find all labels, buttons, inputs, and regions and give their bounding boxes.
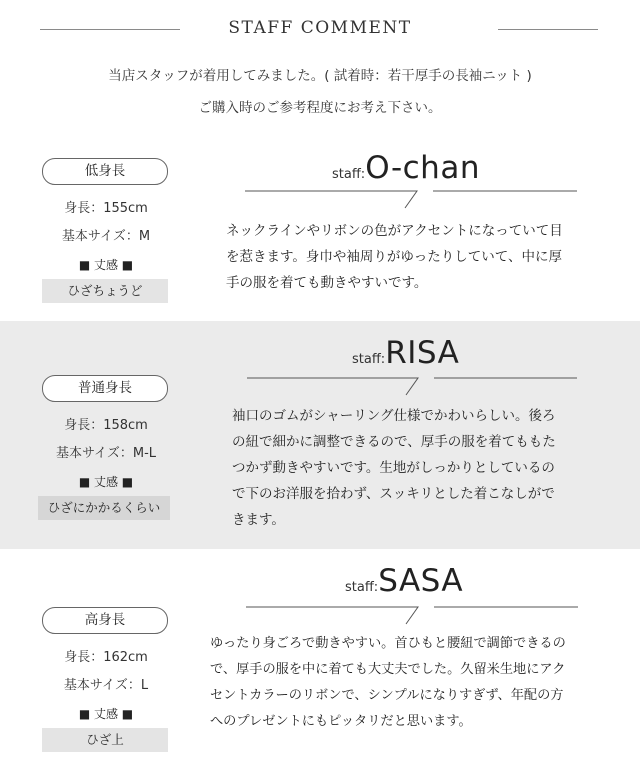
staff-size: 基本サイズ：L	[63, 678, 149, 693]
comment-line: で、厚手の服を中に着ても大丈夫でした。久留米生地にアク	[210, 662, 566, 677]
staff-height: 身長：162cm	[64, 650, 148, 665]
profile-card	[42, 375, 170, 520]
fit-heading: ■ 丈感 ■	[78, 475, 134, 489]
comment-line: 手の服を着ても動きやすいです。	[226, 275, 428, 291]
header	[0, 0, 640, 140]
fit-value: ひざにかかるくらい	[38, 496, 170, 520]
fit-value: ひざちょうど	[42, 279, 168, 303]
header-rule-right	[498, 29, 598, 30]
staff-comment-text	[210, 631, 630, 735]
profile-card	[42, 607, 170, 752]
speech-bubble-line	[246, 606, 578, 628]
staff-prefix: staff:	[345, 580, 379, 595]
intro-text-line1: 当店スタッフが着用してみました。( 試着時：若干厚手の長袖ニット )	[108, 68, 532, 84]
comment-line: ゆったり身ごろで動きやすい。首ひもと腰紐で調節できるの	[210, 636, 566, 651]
fit-value: ひざ上	[42, 728, 168, 752]
staff-size: 基本サイズ：M-L	[55, 446, 157, 461]
comment-line: ネックラインやリボンの色がアクセントになっていて目	[226, 223, 563, 239]
staff-height: 身長：158cm	[64, 418, 148, 433]
staff-name-label	[352, 335, 459, 371]
comment-line: きます。	[232, 512, 285, 528]
comment-line: つかず動きやすいです。生地がしっかりとしているの	[232, 460, 555, 476]
staff-name-label	[332, 150, 480, 186]
staff-height: 身長：155cm	[64, 201, 148, 216]
speech-bubble-line	[245, 190, 577, 212]
staff-prefix: staff:	[352, 352, 386, 367]
staff-name: O-chan	[365, 150, 480, 186]
comment-line: セントカラーのリボンで、シンプルになりすぎず、年配の方	[210, 688, 564, 703]
staff-name-label	[345, 563, 463, 599]
staff-section-2	[0, 321, 640, 549]
staff-size: 基本サイズ：M	[61, 229, 151, 244]
staff-section-3	[0, 549, 640, 780]
profile-card	[42, 158, 170, 303]
staff-name: SASA	[378, 563, 464, 599]
height-category-badge: 普通身長	[42, 375, 168, 402]
intro-text-line2: ご購入時のご参考程度にお考え下さい。	[198, 100, 442, 116]
comment-line: の紐で細かに調整できるので、厚手の服を着てももた	[232, 434, 556, 450]
comment-line: で下のお洋服を拾わず、スッキリとした着こなしがで	[232, 486, 555, 502]
page-title: STAFF COMMENT	[228, 18, 412, 38]
fit-heading: ■ 丈感 ■	[78, 258, 134, 272]
staff-name: RISA	[385, 335, 460, 371]
staff-section-1	[0, 140, 640, 321]
comment-line: へのプレゼントにもピッタリだと思います。	[210, 714, 472, 729]
fit-heading: ■ 丈感 ■	[78, 707, 134, 721]
height-category-badge: 低身長	[42, 158, 168, 185]
staff-comment-text	[232, 403, 612, 533]
staff-prefix: staff:	[332, 167, 366, 182]
speech-bubble-line	[247, 377, 577, 399]
staff-comment-text	[226, 218, 616, 296]
comment-line: 袖口のゴムがシャーリング仕様でかわいらしい。後ろ	[232, 408, 556, 424]
height-category-badge: 高身長	[42, 607, 168, 634]
comment-line: を惹きます。身巾や袖周りがゆったりしていて、中に厚	[226, 249, 563, 265]
